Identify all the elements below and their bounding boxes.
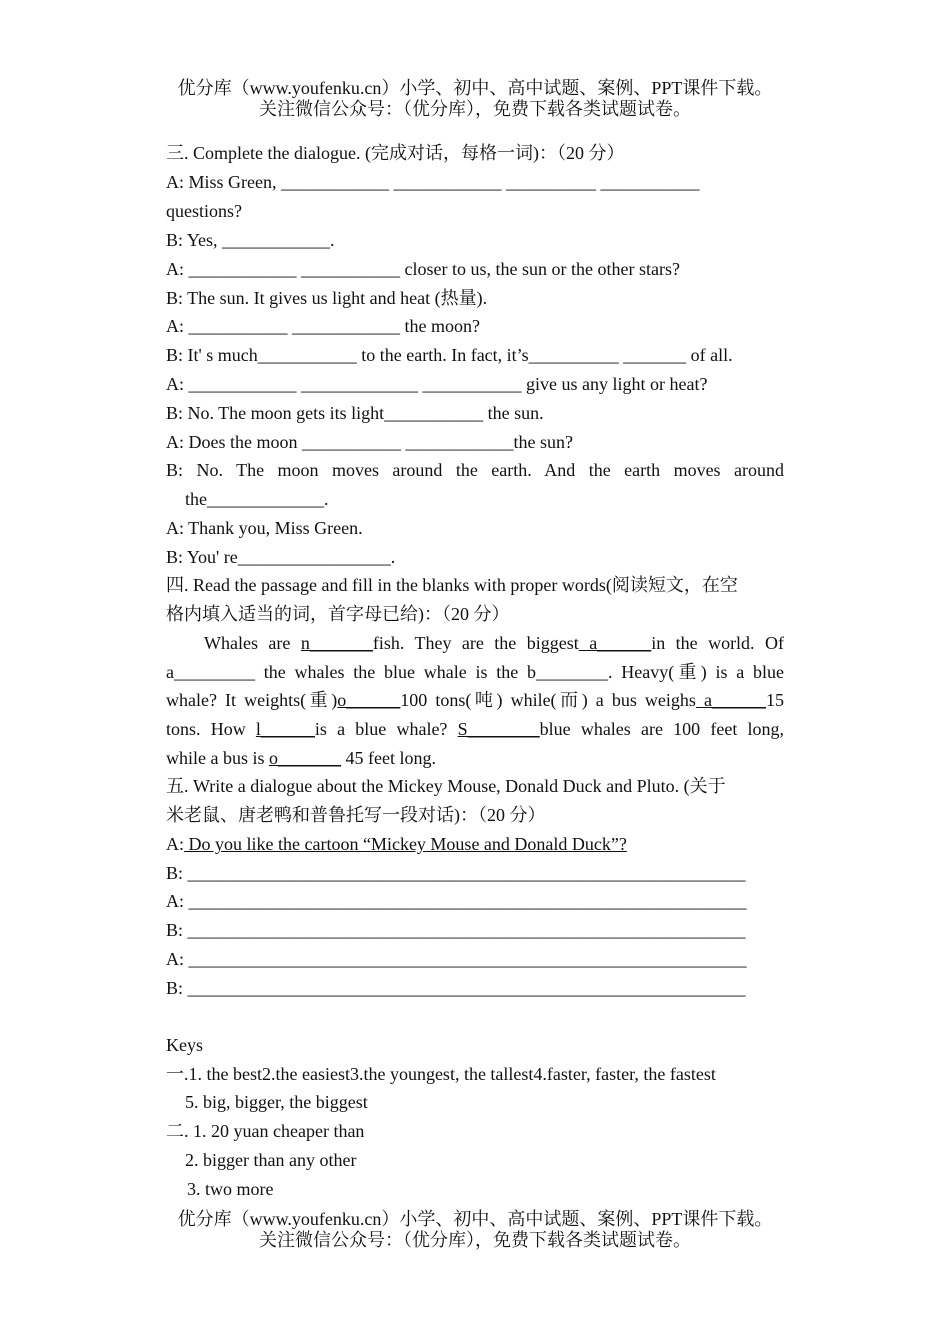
answer-line-5: B: ______________________________________________________________ (166, 978, 746, 998)
section3-line-12: the_____________. (185, 489, 329, 509)
section4-title-line-1: 四. Read the passage and fill in the blanks with proper words(阅读短文，在空 (166, 575, 738, 595)
passage-text: is a blue whale? (314, 719, 458, 739)
answer-line-2: A: ______________________________________________________________ (166, 891, 747, 911)
section3-line-11: B: No. The moon moves around the earth. And the earth moves around (166, 460, 784, 480)
passage-blank: o______ (337, 690, 401, 710)
section3-line-3: B: Yes, ____________. (166, 230, 335, 250)
passage-text: blue whales are 100 feet long, (539, 719, 785, 739)
keys-line-5: 3. two more (187, 1179, 274, 1199)
keys-line-4: 2. bigger than any other (185, 1150, 357, 1170)
section5-title-line-1: 五. Write a dialogue about the Mickey Mouse, Donald Duck and Pluto. (关于 (166, 776, 726, 796)
answer-line-3: B: ______________________________________________________________ (166, 920, 746, 940)
section3-line-14: B: You' re_________________. (166, 547, 396, 567)
footer-line-2: 关注微信公众号：（优分库），免费下载各类试题试卷。 (259, 1230, 691, 1250)
passage-line-2: a_________ the whales the blue whale is the b________. Heavy(重) is a blue (166, 662, 784, 682)
passage-line-3 (166, 686, 784, 715)
passage-blank: a______ (695, 690, 766, 710)
section3-line-6: A: ___________ ____________ the moon? (166, 316, 480, 336)
passage-text: Whales are (204, 633, 301, 653)
passage-text: whale? It weights(重) (166, 690, 338, 710)
passage-blank: l______ (255, 719, 315, 739)
passage-line-1 (204, 629, 784, 658)
section3-line-10: A: Does the moon ___________ ____________the sun? (166, 432, 573, 452)
answer-line-1: B: ______________________________________________________________ (166, 863, 746, 883)
passage-text: tons. How (166, 719, 256, 739)
header-line-2: 关注微信公众号：（优分库），免费下载各类试题试卷。 (259, 99, 691, 119)
keys-line-3: 二. 1. 20 yuan cheaper than (166, 1121, 365, 1141)
passage-text: 15 (766, 690, 784, 710)
passage-text: fish. They are the biggest (372, 633, 579, 653)
passage-line-4 (166, 715, 784, 744)
passage-blank: n_______ (300, 633, 373, 653)
keys-line-1: 一.1. the best2.the easiest3.the youngest, the tallest4.faster, faster, the fastest (166, 1064, 716, 1084)
section3-line-9: B: No. The moon gets its light___________ the sun. (166, 403, 544, 423)
speaker-label: A: (166, 834, 184, 854)
section4-title-line-2: 格内填入适当的词，首字母已给)：（20 分） (166, 604, 510, 624)
header-line-1: 优分库（www.youfenku.cn）小学、初中、高中试题、案例、PPT课件下载。 (177, 78, 773, 98)
passage-text: in the world. Of (651, 633, 784, 653)
answer-line-4: A: ______________________________________________________________ (166, 949, 747, 969)
passage-line-5 (166, 744, 784, 773)
section3-line-1: A: Miss Green, ____________ ____________ __________ ___________ (166, 172, 700, 192)
passage-blank: o_______ (269, 748, 341, 768)
section5-title-line-2: 米老鼠、唐老鸭和普鲁托写一段对话)：（20 分） (166, 805, 546, 825)
section3-line-4: A: ____________ ___________ closer to us, the sun or the other stars? (166, 259, 680, 279)
footer-line-1: 优分库（www.youfenku.cn）小学、初中、高中试题、案例、PPT课件下载。 (177, 1209, 773, 1229)
example-question: Do you like the cartoon “Mickey Mouse and Donald Duck”? (184, 834, 627, 854)
passage-blank: a______ (578, 633, 652, 653)
keys-line-2: 5. big, bigger, the biggest (185, 1092, 368, 1112)
section5-example-line (166, 830, 784, 859)
section3-line-8: A: ____________ _____________ ___________ give us any light or heat? (166, 374, 708, 394)
passage-blank: S________ (457, 719, 540, 739)
passage-text: while a bus is (166, 748, 269, 768)
passage-text: 45 feet long. (341, 748, 436, 768)
section3-title: 三. Complete the dialogue. (完成对话，每格一词)：（20 分） (166, 143, 625, 163)
section3-line-2: questions? (166, 201, 242, 221)
section3-line-5: B: The sun. It gives us light and heat (热量). (166, 288, 488, 308)
passage-text: 100 tons(吨) while(而) a bus weighs (400, 690, 696, 710)
section3-line-7: B: It' s much___________ to the earth. In fact, it’s__________ _______ of all. (166, 345, 733, 365)
keys-title: Keys (166, 1035, 203, 1055)
section3-line-13: A: Thank you, Miss Green. (166, 518, 363, 538)
